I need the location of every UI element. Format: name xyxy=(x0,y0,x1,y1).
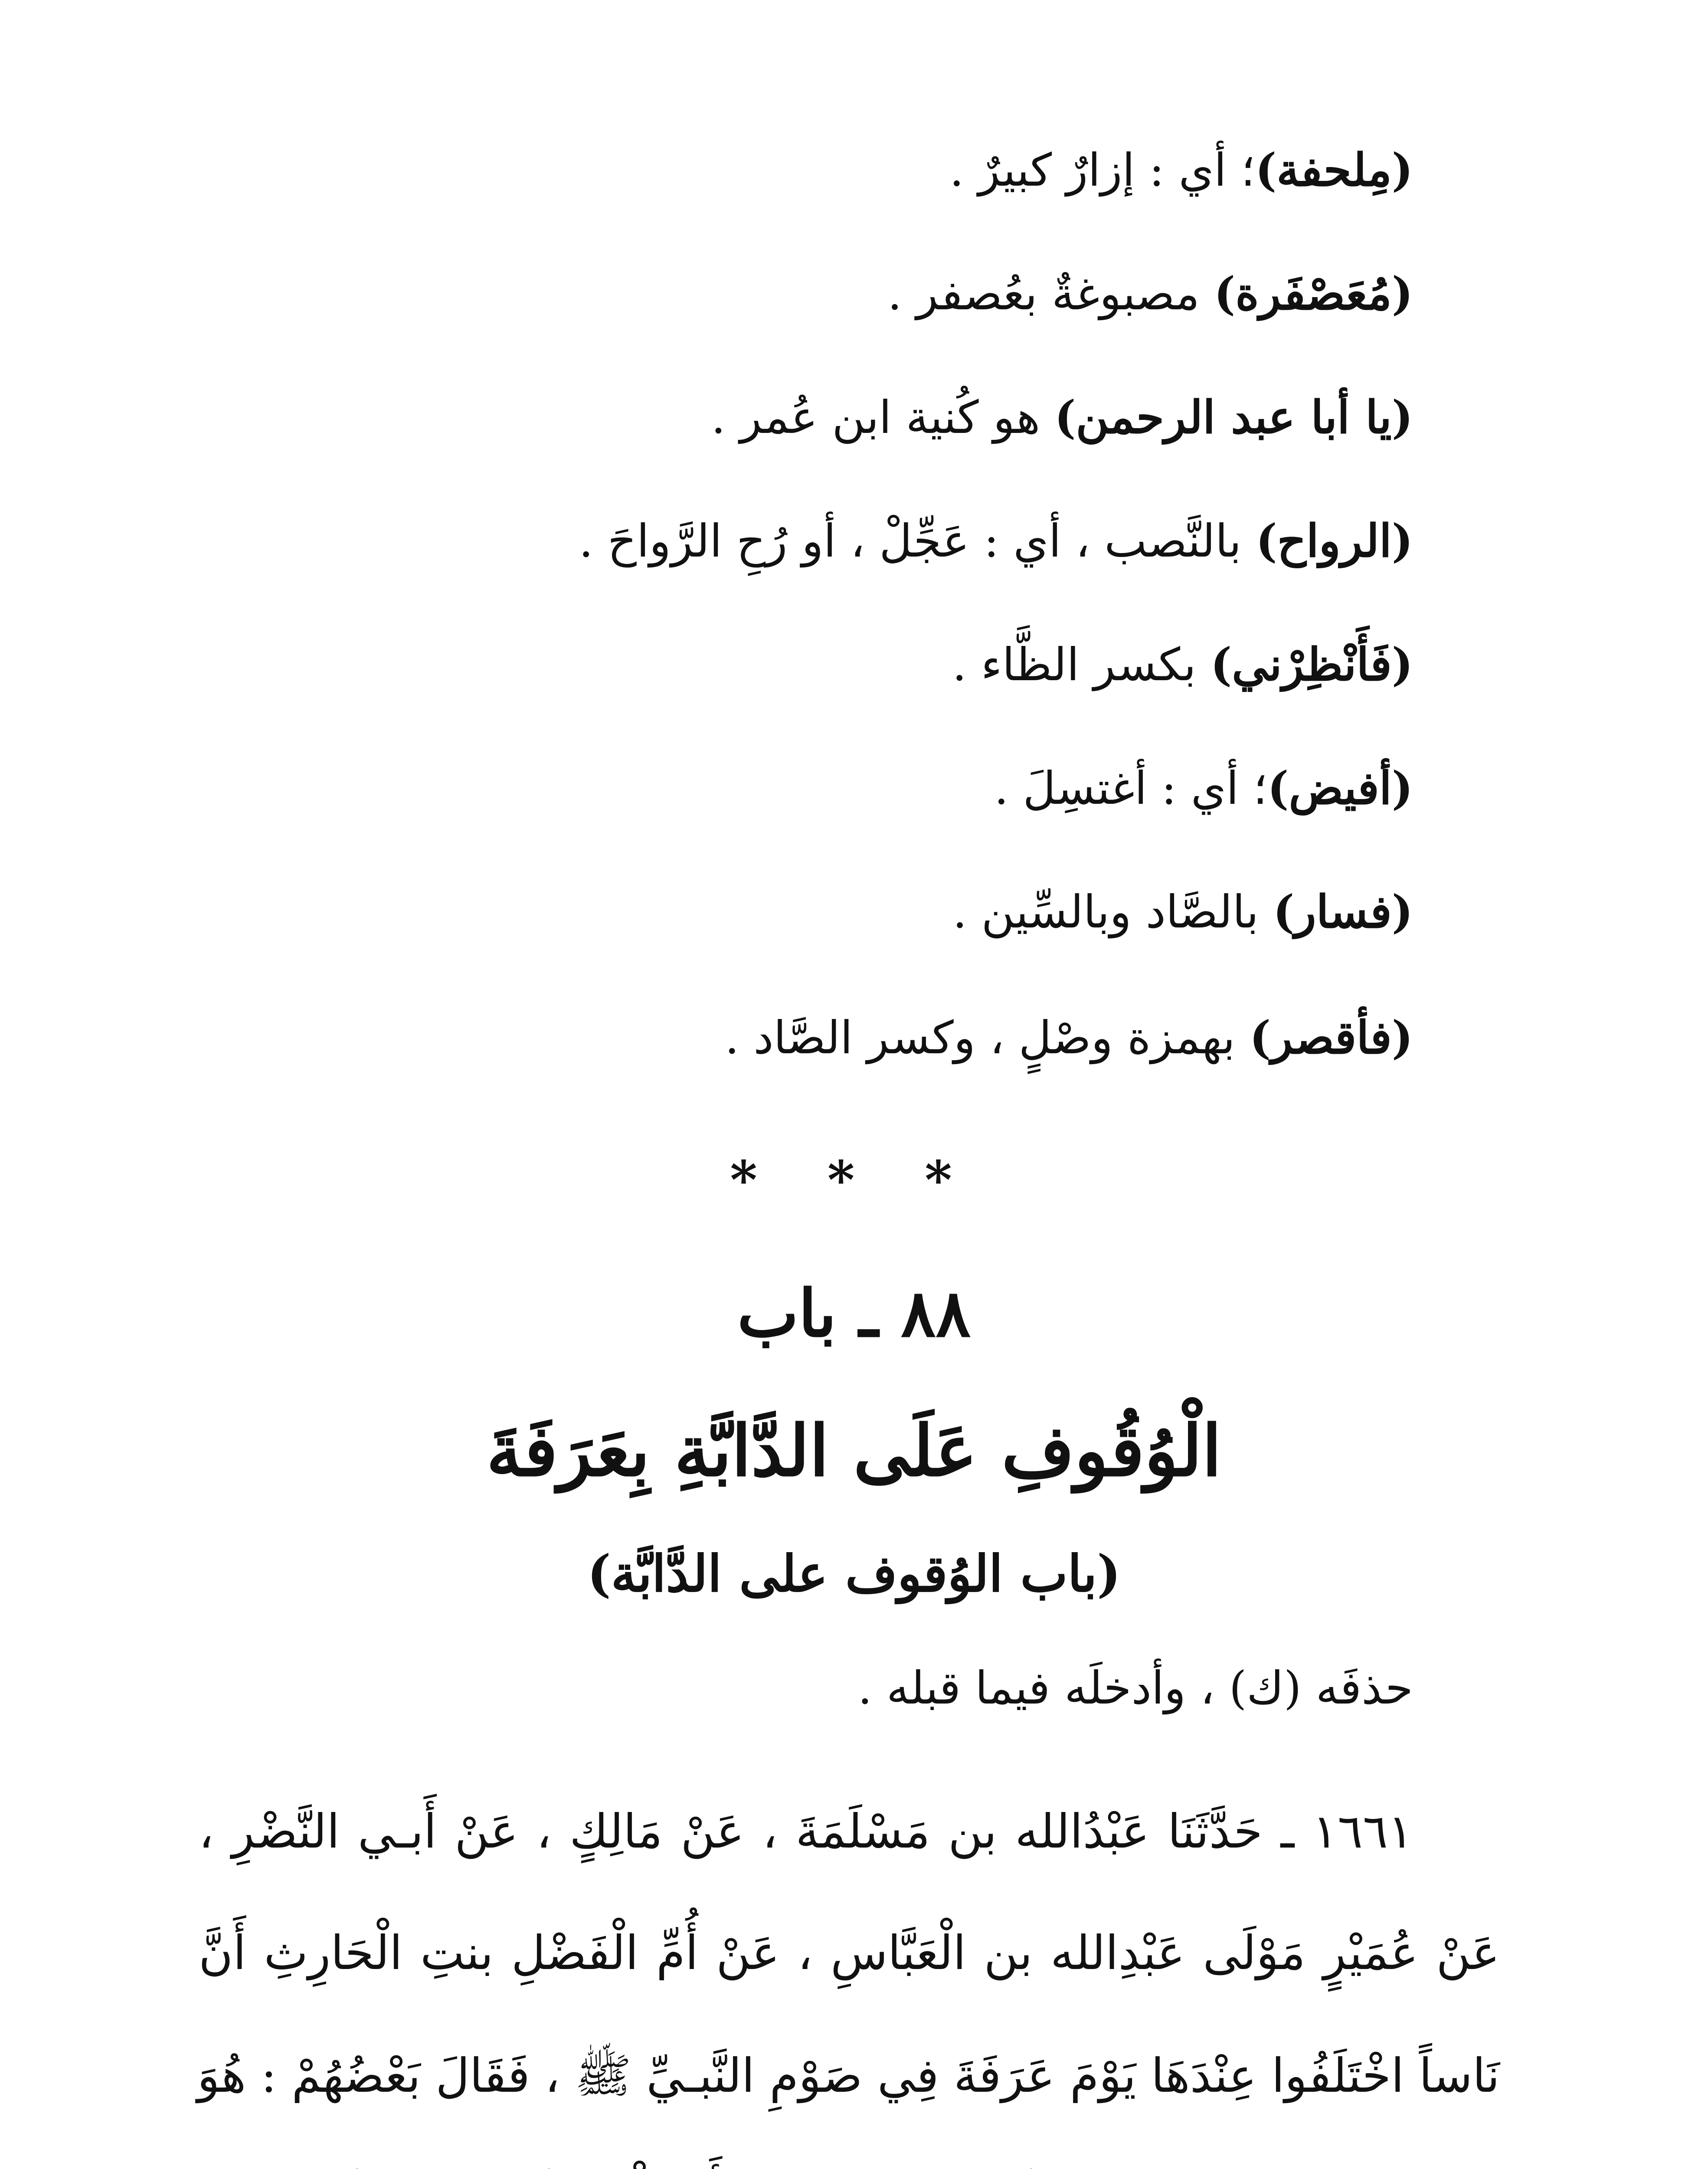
gloss-text: بالنَّصب ، أي : عَجِّلْ ، أو رُحِ الرَّواحَ . xyxy=(579,514,1256,567)
chapter-number: ٨٨ ـ باب xyxy=(737,1275,971,1352)
gloss-line xyxy=(994,761,1413,816)
gloss-text: ؛ أي : أغتسِلَ . xyxy=(994,762,1268,815)
gloss-term: (مِلحفة) xyxy=(1255,143,1413,197)
gloss-line xyxy=(887,267,1413,321)
gloss-line xyxy=(711,390,1413,445)
chapter-subtitle: (باب الوُقوف على الدَّابَّة) xyxy=(587,1544,1121,1603)
chapter-note: حذفَه (ك) ، وأدخلَه فيما قبله . xyxy=(857,1661,1413,1714)
gloss-term: (فأقصر) xyxy=(1249,1011,1413,1064)
gloss-term: (فسار) xyxy=(1273,885,1413,938)
hadith-line: عَنْ عُمَيْرٍ مَوْلَى عَبْدِالله بن الْعَبَّاسِ ، عَنْ أُمِّ الْفَضْلِ بنتِ الْحَارِثِ أَنَّ xyxy=(199,1926,1500,1980)
gloss-line xyxy=(579,514,1413,568)
gloss-text: بهمزة وصْلٍ ، وكسر الصَّاد . xyxy=(725,1011,1250,1064)
gloss-term: (مُعَصْفَرة) xyxy=(1214,267,1413,320)
hadith-line: نَاساً اخْتَلَفُوا عِنْدَهَا يَوْمَ عَرَفَةَ فِي صَوْمِ النَّبـيِّ ﷺ ، فَقَالَ بَعْضُهُمْ : هُوَ xyxy=(197,2049,1500,2103)
gloss-line xyxy=(949,143,1413,197)
gloss-line xyxy=(725,1011,1413,1065)
gloss-line xyxy=(953,885,1413,939)
gloss-term: (يا أبا عبد الرحمن) xyxy=(1054,390,1413,444)
gloss-text: ؛ أي : إزارٌ كبيرٌ . xyxy=(949,144,1255,197)
gloss-term: (أفيض) xyxy=(1267,761,1413,815)
gloss-text: مصبوغةٌ بعُصفر . xyxy=(887,267,1214,320)
gloss-line xyxy=(952,638,1413,692)
gloss-term: (الرواح) xyxy=(1256,514,1413,567)
gloss-term: (فَأَنْظِرْني) xyxy=(1210,638,1413,691)
gloss-text: بالصَّاد وبالسِّين . xyxy=(952,885,1273,938)
section-separator: * * * xyxy=(730,1150,978,1211)
hadith-line: ١٦٦١ ـ حَدَّثَنَا عَبْدُالله بن مَسْلَمَةَ ، عَنْ مَالِكٍ ، عَنْ أَبـي النَّضْرِ ، xyxy=(199,1805,1413,1859)
gloss-text: بكسر الظَّاء . xyxy=(952,638,1211,691)
gloss-text: هو كُنية ابن عُمر . xyxy=(711,391,1055,444)
chapter-title: الْوُقُوفِ عَلَى الدَّابَّةِ بِعَرَفَةَ xyxy=(486,1410,1222,1492)
